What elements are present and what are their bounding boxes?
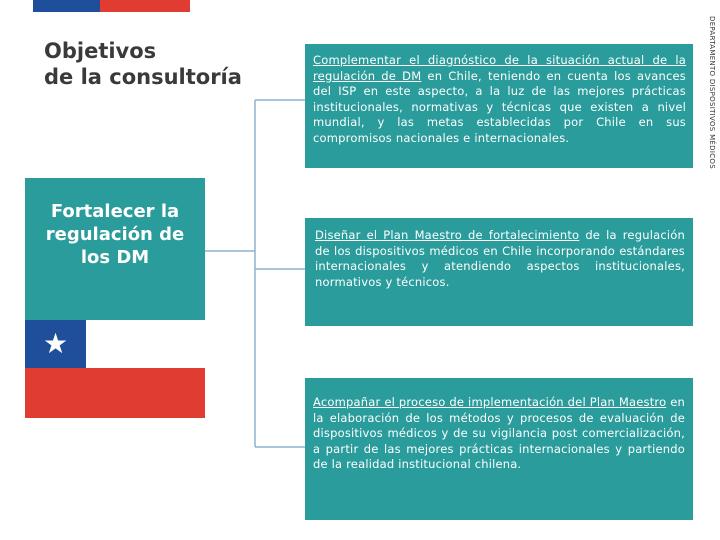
star-icon: ★ [42,327,69,360]
objective-2-heading: Diseñar el Plan Maestro de fortalecimiento [315,228,580,242]
department-side-label [704,16,716,186]
main-goal-line3: los DM [80,247,150,268]
objective-box-2 [305,218,693,326]
objective-2-text: de la regulación de los dispositivos médicos en Chile incorporando estándares internacionales y atendiendo aspectos institucionales, normativos y técnicos. [315,228,685,289]
objective-1-text: en Chile, teniendo en cuenta los avances del ISP en este aspecto, a la luz de las mejores prácticas institucionales, normativas y técnicas que existen a nivel mundial, y las metas establecidas por Chile en sus compromisos nacionales e internacionales. [313,68,686,145]
main-goal-line1: Fortalecer la [50,201,180,222]
objective-1-heading: Complementar el diagnóstico de la situación actual de la regulación de DM [313,53,686,83]
department-side-label-text: DEPARTAMENTO DISPOSITIVOS MÉDICOS [708,16,716,169]
objective-3-heading: Acompañar el proceso de implementación del Plan Maestro [313,395,667,409]
objective-3-text: en la elaboración de los métodos y procesos de evaluación de dispositivos médicos y de su vigilancia post comercialización, a partir de las mejores prácticas internacionales y partiendo de la realidad institucional chilena. [313,395,685,471]
objective-box-1 [305,44,693,168]
objective-box-3 [305,378,693,520]
main-goal-line2: regulación de [45,224,185,245]
page-title-line2: de la consultoría [44,65,242,89]
page-title-line1: Objetivos [44,39,157,63]
